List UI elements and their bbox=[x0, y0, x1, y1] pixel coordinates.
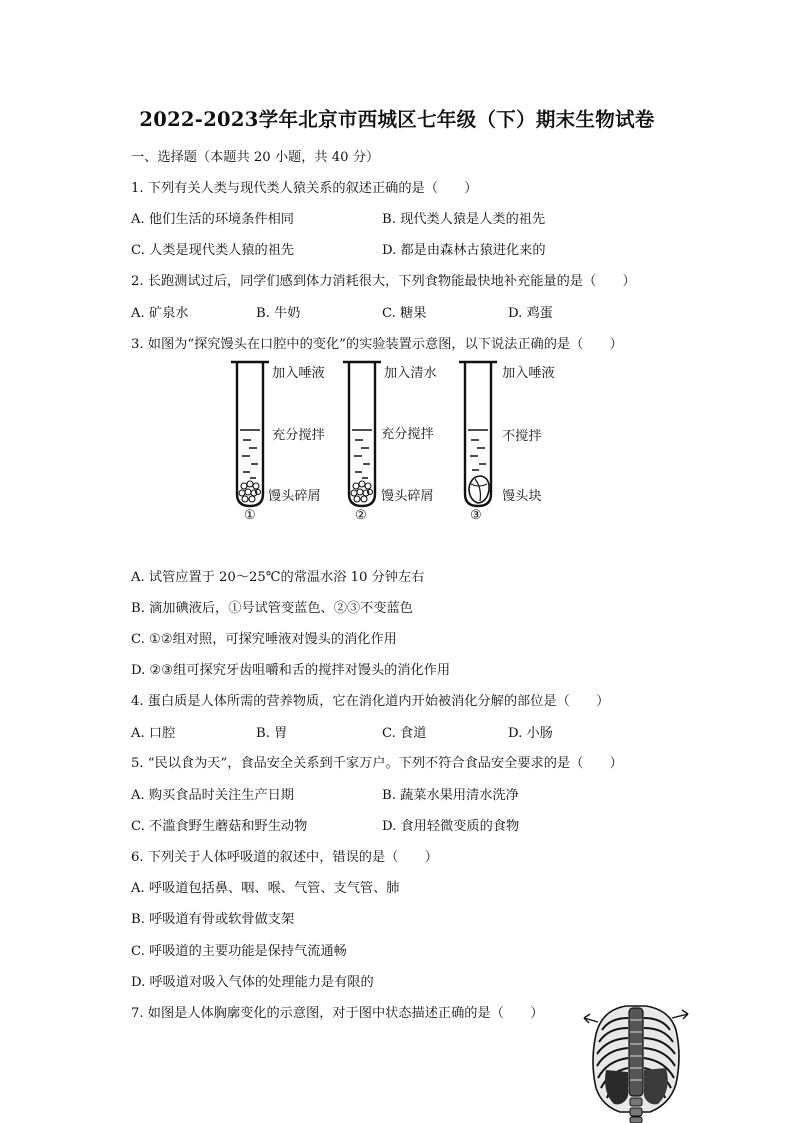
tube-2-number: ② bbox=[355, 508, 367, 523]
question-1-option-d: D. 都是由森林古猿进化来的 bbox=[382, 243, 546, 258]
question-5-option-c: C. 不滥食野生蘑菇和野生动物 bbox=[131, 819, 308, 834]
question-2-option-b: B. 牛奶 bbox=[256, 306, 301, 321]
question-6-option-d: D. 呼吸道对吸入气体的处理能力是有限的 bbox=[131, 975, 374, 990]
tube-2-mid-label: 充分搅拌 bbox=[381, 427, 434, 442]
question-4-stem: 4. 蛋白质是人体所需的营养物质，它在消化道内开始被消化分解的部位是（ ） bbox=[131, 694, 610, 709]
tube-3-mid-label: 不搅拌 bbox=[502, 429, 542, 444]
question-2-option-a: A. 矿泉水 bbox=[131, 306, 189, 321]
question-4-option-a: A. 口腔 bbox=[131, 726, 176, 741]
question-1-option-a: A. 他们生活的环境条件相同 bbox=[131, 212, 294, 227]
question-6-stem: 6. 下列关于人体呼吸道的叙述中，错误的是（ ） bbox=[131, 850, 438, 865]
question-7-stem: 7. 如图是人体胸廓变化的示意图，对于图中状态描述正确的是（ ） bbox=[131, 1006, 544, 1021]
question-2-option-d: D. 鸡蛋 bbox=[508, 306, 553, 321]
question-5-option-a: A. 购买食品时关注生产日期 bbox=[131, 788, 294, 803]
tube-3-top-label: 加入唾液 bbox=[502, 366, 555, 381]
test-tube-2 bbox=[343, 362, 381, 506]
tube-1-top-label: 加入唾液 bbox=[272, 366, 325, 381]
tube-1-mid-label: 充分搅拌 bbox=[272, 428, 325, 443]
question-5-option-d: D. 食用轻微变质的食物 bbox=[382, 819, 520, 834]
question-3-option-c: C. ①②组对照，可探究唾液对馒头的消化作用 bbox=[131, 632, 397, 647]
page-title: 2022-2023学年北京市西城区七年级（下）期末生物试卷 bbox=[139, 108, 655, 131]
question-1-option-c: C. 人类是现代类人猿的祖先 bbox=[131, 243, 295, 258]
test-tube-1 bbox=[231, 362, 269, 506]
question-1-stem: 1. 下列有关人类与现代类人猿关系的叙述正确的是（ ） bbox=[131, 181, 478, 196]
tube-2-bottom-label: 馒头碎屑 bbox=[381, 489, 434, 504]
question-4-option-d: D. 小肠 bbox=[508, 726, 553, 741]
question-4-option-c: C. 食道 bbox=[382, 726, 427, 741]
rib-cage-figure bbox=[580, 1000, 694, 1123]
question-5-option-b: B. 蔬菜水果用清水洗净 bbox=[382, 788, 519, 803]
question-3-option-d: D. ②③组可探究牙齿咀嚼和舌的搅拌对馒头的消化作用 bbox=[131, 663, 451, 678]
question-3-option-b: B. 滴加碘液后，①号试管变蓝色、②③不变蓝色 bbox=[131, 601, 413, 616]
question-6-option-b: B. 呼吸道有骨或软骨做支架 bbox=[131, 912, 295, 927]
question-2-option-c: C. 糖果 bbox=[382, 306, 427, 321]
question-3-option-a: A. 试管应置于 20～25℃的常温水浴 10 分钟左右 bbox=[131, 570, 425, 585]
test-tube-3 bbox=[459, 362, 497, 506]
section-heading: 一、选择题（本题共 20 小题，共 40 分） bbox=[131, 150, 380, 165]
question-2-stem: 2. 长跑测试过后，同学们感到体力消耗很大，下列食物能最快地补充能量的是（ ） bbox=[131, 274, 636, 289]
tube-1-bottom-label: 馒头碎屑 bbox=[268, 489, 321, 504]
question-4-option-b: B. 胃 bbox=[256, 726, 288, 741]
tube-2-top-label: 加入清水 bbox=[384, 366, 437, 381]
question-6-option-c: C. 呼吸道的主要功能是保持气流通畅 bbox=[131, 944, 347, 959]
tube-1-number: ① bbox=[244, 508, 256, 523]
tube-3-number: ③ bbox=[470, 508, 482, 523]
question-6-option-a: A. 呼吸道包括鼻、咽、喉、气管、支气管、肺 bbox=[131, 881, 400, 896]
question-1-option-b: B. 现代类人猿是人类的祖先 bbox=[382, 212, 546, 227]
tube-3-bottom-label: 馒头块 bbox=[502, 489, 542, 504]
question-5-stem: 5. “民以食为天”，食品安全关系到千家万户。下列不符合食品安全要求的是（ ） bbox=[131, 756, 623, 771]
question-3-stem: 3. 如图为“探究馒头在口腔中的变化”的实验装置示意图，以下说法正确的是（ ） bbox=[131, 337, 623, 352]
